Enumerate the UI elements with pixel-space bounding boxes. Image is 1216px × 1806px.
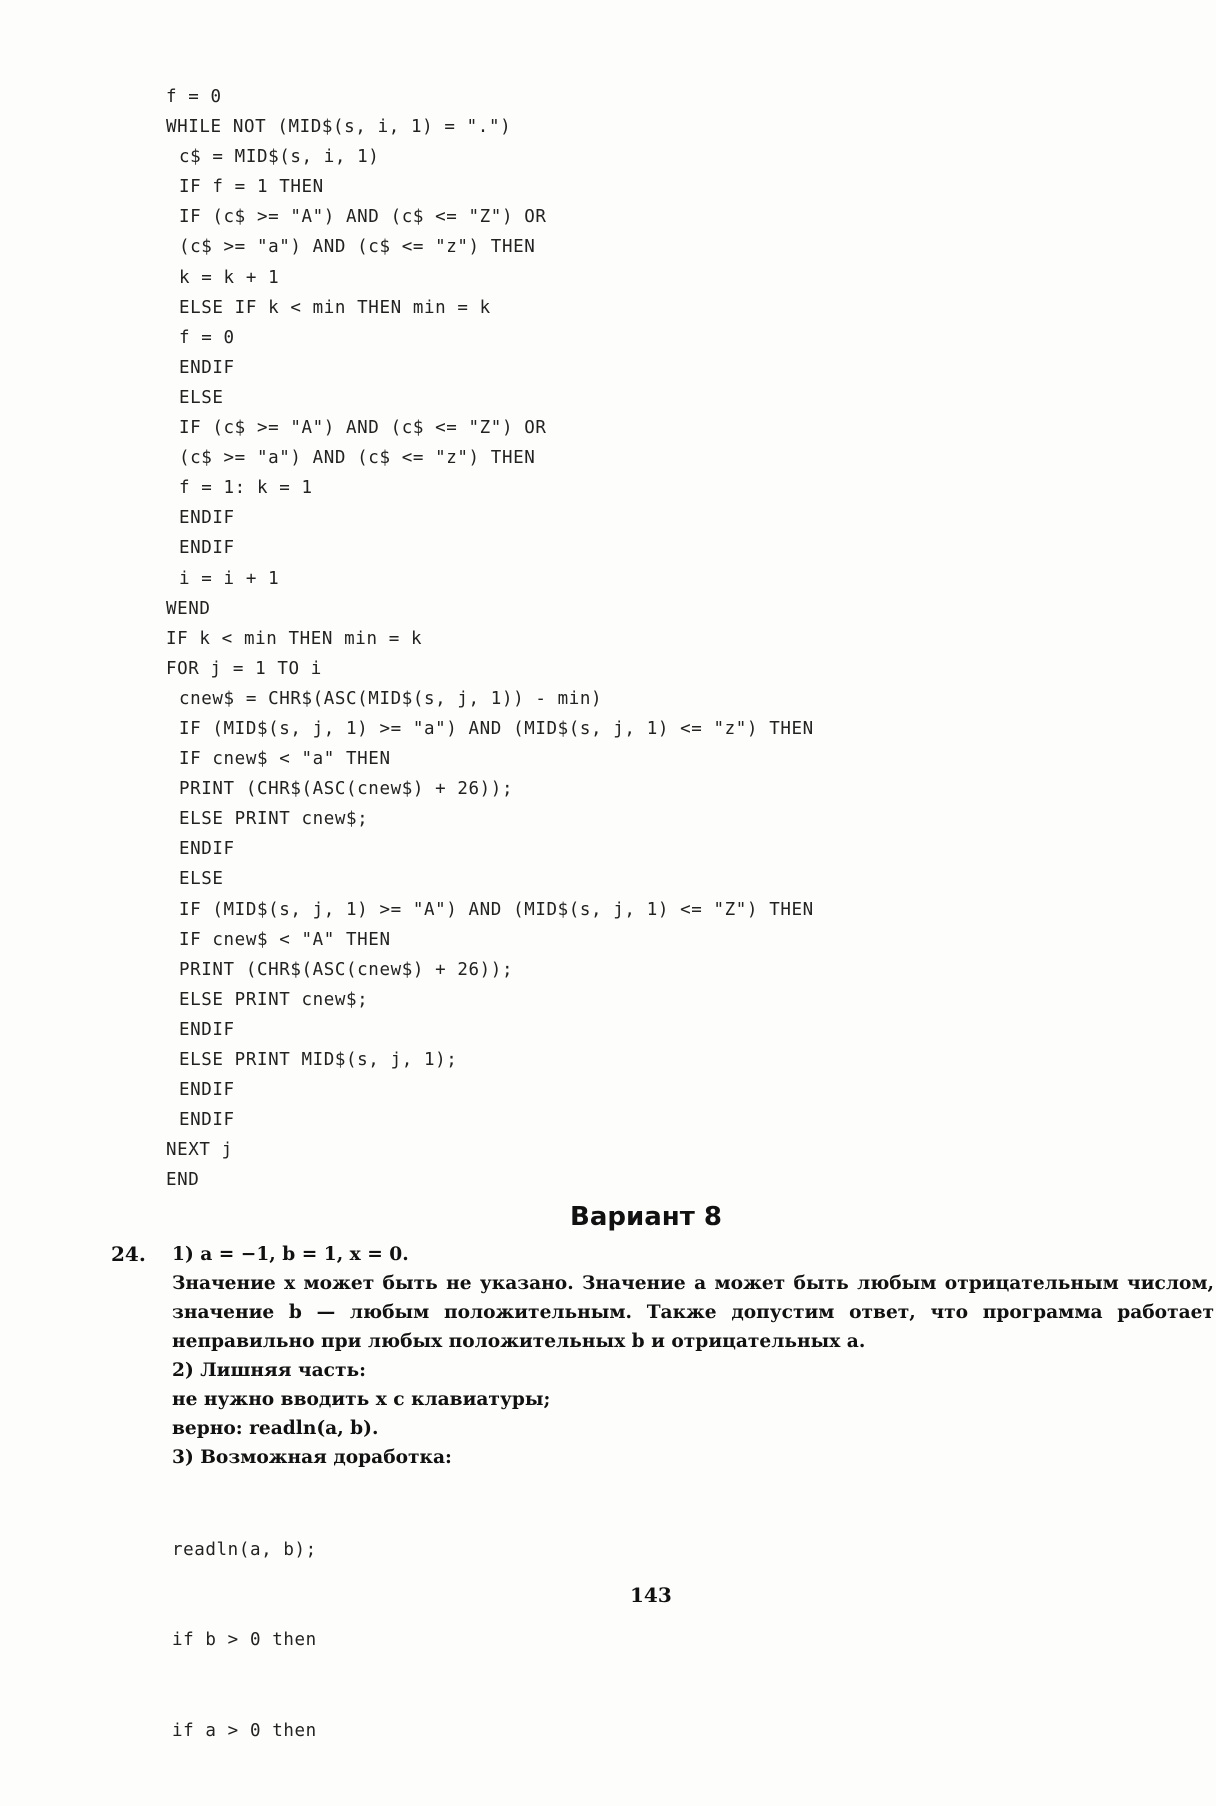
part-3-heading: 3) Возможная доработка: [172, 1447, 452, 1468]
pascal-code-snippet [172, 1475, 317, 1806]
code-line: (c$ >= "a") AND (c$ <= "z") THEN [179, 237, 536, 258]
code-line: ENDIF [179, 1110, 235, 1131]
code-line: NEXT j [166, 1140, 233, 1161]
code-line: IF f = 1 THEN [179, 177, 324, 198]
code-line: IF cnew$ < "A" THEN [179, 929, 391, 950]
code-line: (c$ >= "a") AND (c$ <= "z") THEN [179, 448, 536, 469]
code-line: cnew$ = CHR$(ASC(MID$(s, j, 1)) - min) [179, 688, 603, 709]
code-line: readln(a, b); [172, 1540, 317, 1561]
code-line: ENDIF [179, 1019, 235, 1040]
page-number: 143 [630, 1583, 672, 1607]
code-line: ELSE [179, 869, 224, 890]
code-line: ELSE PRINT cnew$; [179, 809, 369, 830]
code-line: ENDIF [179, 839, 235, 860]
code-line: IF (c$ >= "A") AND (c$ <= "Z") OR [179, 418, 547, 439]
code-line: END [166, 1170, 200, 1191]
code-line: IF (MID$(s, j, 1) >= "a") AND (MID$(s, j, 1) <= "z") THEN [179, 718, 814, 739]
part-2-heading: 2) Лишняя часть: [172, 1360, 366, 1381]
code-line: if a > 0 then [172, 1720, 317, 1741]
problem-number: 24. [111, 1242, 146, 1266]
answer-part-1: 1) a = −1, b = 1, x = 0. [172, 1244, 409, 1265]
code-line: IF k < min THEN min = k [166, 628, 423, 649]
code-line: PRINT (CHR$(ASC(cnew$) + 26)); [179, 959, 514, 980]
code-line: ENDIF [179, 1080, 235, 1101]
code-line: WHILE NOT (MID$(s, i, 1) = ".") [166, 117, 512, 138]
code-line: f = 0 [166, 87, 222, 107]
code-line: ENDIF [179, 357, 235, 378]
code-line: f = 1: k = 1 [179, 478, 313, 499]
code-line: ELSE PRINT cnew$; [179, 989, 369, 1010]
code-line: k = k + 1 [179, 267, 280, 288]
code-line: WEND [166, 598, 211, 619]
code-line: PRINT (CHR$(ASC(cnew$) + 26)); [179, 779, 514, 800]
variant-heading: Вариант 8 [570, 1202, 722, 1232]
code-line: FOR j = 1 TO i [166, 658, 322, 679]
answer-explanation: Значение x может быть не указано. Значение a может быть любым отрицательным числом, значение b — любым положительным. Также допустим ответ, что программа работает неправильно при любых положительных b и отрицательных a. [172, 1273, 1214, 1352]
code-line: i = i + 1 [179, 568, 280, 589]
code-line: IF (c$ >= "A") AND (c$ <= "Z") OR [179, 207, 547, 228]
code-line: ELSE PRINT MID$(s, j, 1); [179, 1050, 458, 1070]
answer-block [172, 1240, 1216, 1472]
code-line: IF cnew$ < "a" THEN [179, 749, 391, 770]
code-line: if b > 0 then [172, 1630, 317, 1651]
code-line: ELSE [179, 387, 224, 408]
code-line: ELSE IF k < min THEN min = k [179, 297, 491, 318]
code-line: IF (MID$(s, j, 1) >= "A") AND (MID$(s, j, 1) <= "Z") THEN [179, 899, 814, 920]
code-line: c$ = MID$(s, i, 1) [179, 147, 380, 168]
code-line: ENDIF [179, 508, 235, 529]
code-line: ENDIF [179, 538, 235, 559]
part-2-line-1: не нужно вводить x с клавиатуры; [172, 1389, 551, 1410]
part-2-line-2: верно: readln(a, b). [172, 1418, 379, 1439]
code-line: f = 0 [179, 327, 235, 348]
basic-code-listing [166, 82, 814, 1195]
